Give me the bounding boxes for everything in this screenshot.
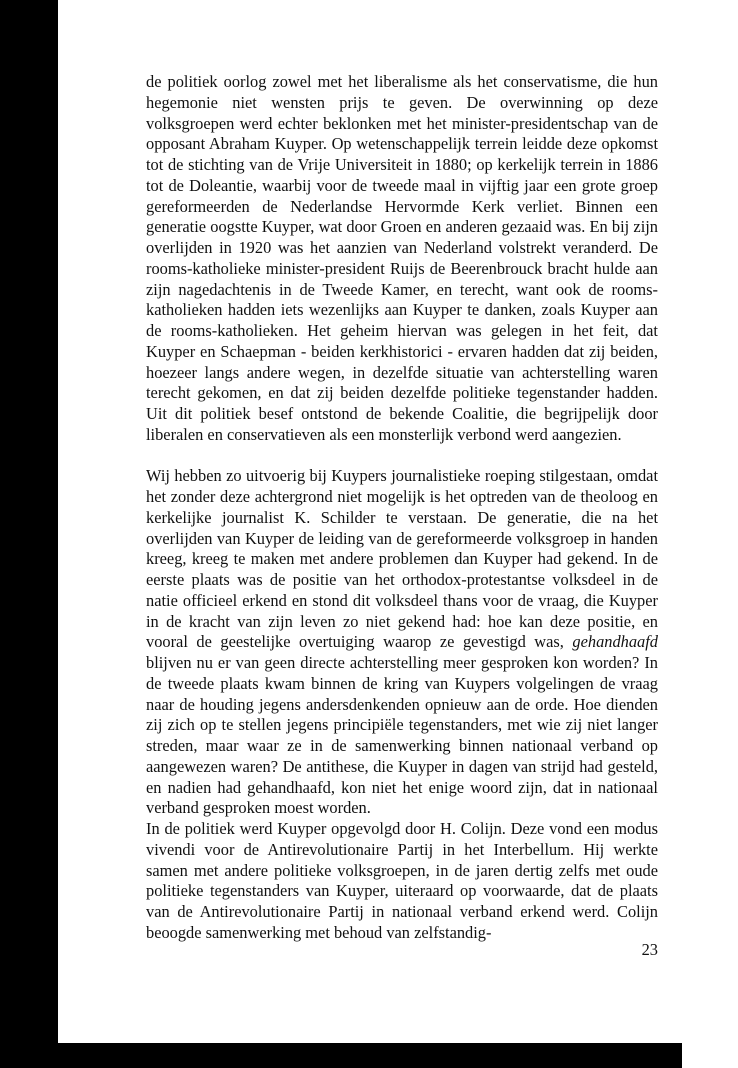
page-body	[146, 72, 658, 944]
paragraph-3: In de politiek werd Kuyper opgevolgd door H. Colijn. Deze vond een modus vivendi voor de Antirevolutionaire Partij in het Interbellum. Hij werkte samen met andere politieke volksgroepen, in de jaren dertig zelfs met oude politieke tegenstanders van Kuyper, uiteraard op voorwaarde, dat de plaats van de Antirevolutionaire Partij in nationaal verband erkend werd. Colijn beoogde samenwerking met behoud van zelfstandig-	[146, 819, 658, 942]
paragraph-2-before: Wij hebben zo uitvoerig bij Kuypers journalistieke roeping stilgestaan, omdat het zonder deze achtergrond niet mogelijk is het optreden van de theoloog en kerkelijke journalist K. Schilder te verstaan. De generatie, die na het overlijden van Kuyper de leiding van de gereformeerde volksgroep in handen kreeg, kreeg te maken met andere problemen dan Kuyper had gekend. In de eerste plaats was de positie van het orthodox-protestantse volksdeel in de natie officieel erkend en stond dit volksdeel thans voor de vraag, die Kuyper in de kracht van zijn leven zo niet gekend had: hoe kan deze positie, en vooral de geestelijke overtuiging waarop ze gevestigd was,	[146, 466, 658, 652]
emphasized-word: gehandhaafd	[572, 632, 658, 652]
paragraph-1: de politiek oorlog zowel met het liberalisme als het conservatisme, die hun hegemonie niet wensten prijs te geven. De overwinning op deze volksgroepen werd echter beklonken met het minister-presidentschap van de opposant Abraham Kuyper. Op wetenschappelijk terrein leidde deze opkomst tot de stichting van de Vrije Universiteit in 1880; op kerkelijk terrein in 1886 tot de Doleantie, waarbij voor de tweede maal in vijftig jaar een grote groep gereformeerden de Nederlandse Hervormde Kerk verliet. Binnen een generatie oogstte Kuyper, wat door Groen en anderen gezaaid was. En bij zijn overlijden in 1920 was het aanzien van Nederland volstrekt veranderd. De rooms-katholieke minister-president Ruijs de Beerenbrouck bracht hulde aan zijn nagedachtenis in de Tweede Kamer, en terecht, want ook de rooms-katholieken hadden iets wezenlijks aan Kuyper te danken, zoals Kuyper aan de rooms-katholieken. Het geheim hiervan was gelegen in het feit, dat Kuyper en Schaepman - beiden kerkhistorici - ervaren hadden dat zij beiden, hoezeer langs andere wegen, in dezelfde situatie van achterstelling waren terecht gekomen, en dat zij beiden dezelfde politieke tegenstander hadden. Uit dit politiek besef ontstond de bekende Coalitie, die begrijpelijk door liberalen en conservatieven als een monsterlijk verbond werd aangezien.	[146, 72, 658, 444]
page-number: 23	[641, 940, 658, 959]
paragraph-2-after: blijven nu er van geen directe achterstelling meer gesproken kon worden? In de tweede plaats kwam binnen de kring van Kuypers volgelingen de vraag naar de houding jegens andersdenkenden opnieuw aan de orde. Hoe dienden zij zich op te stellen jegens principiële tegenstanders, met wie zij niet langer streden, maar waar ze in de samenwerking binnen nationaal verband op aangewezen waren? De antithese, die Kuyper in dagen van strijd had gesteld, en nadien had gehandhaafd, kon niet het enige woord zijn, dat in nationaal verband gesproken moest worden.	[146, 653, 658, 818]
scan-paper-corner	[682, 1046, 738, 1068]
scan-border-left	[0, 0, 58, 1068]
scan-border-bottom	[58, 1043, 682, 1068]
paragraph-2	[146, 466, 658, 819]
